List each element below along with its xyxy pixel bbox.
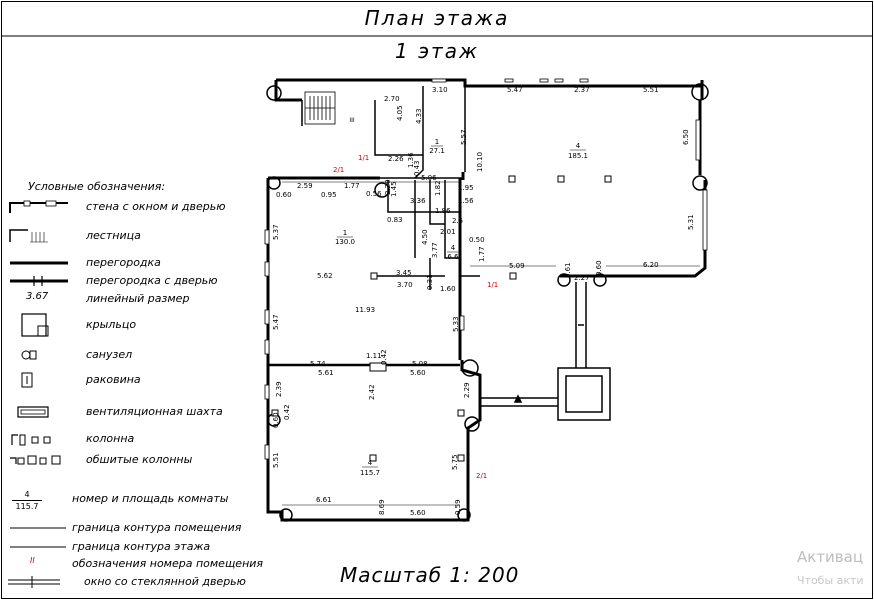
- legend-item: [0, 372, 270, 388]
- columns: [272, 176, 611, 461]
- legend-label: обозначения номера помещения: [72, 557, 264, 570]
- legend-item: [0, 273, 270, 289]
- svg-text:0.59: 0.59: [454, 499, 462, 515]
- vent-shaft-icon: [8, 404, 70, 420]
- legend-item: [0, 490, 270, 514]
- svg-text:1.45: 1.45: [390, 181, 398, 197]
- svg-text:5.37: 5.37: [272, 224, 280, 240]
- scale-label: Масштаб 1: 200: [340, 563, 520, 587]
- svg-text:130.0: 130.0: [334, 238, 356, 246]
- svg-text:0.42: 0.42: [283, 404, 291, 420]
- svg-text:1.95: 1.95: [458, 184, 474, 192]
- svg-text:10.10: 10.10: [476, 151, 484, 172]
- svg-text:1/1: 1/1: [487, 281, 499, 289]
- svg-text:0.95: 0.95: [321, 191, 337, 199]
- svg-text:6.20: 6.20: [643, 261, 659, 269]
- room-mark-icon: II: [30, 556, 35, 565]
- legend-title: Условные обозначения:: [28, 180, 166, 193]
- svg-text:5.47: 5.47: [507, 86, 523, 94]
- legend-label: граница контура помещения: [72, 521, 242, 534]
- svg-text:2.37: 2.37: [574, 86, 590, 94]
- svg-text:III: III: [349, 117, 355, 124]
- svg-text:0.61: 0.61: [564, 262, 572, 278]
- svg-text:1: 1: [434, 138, 440, 146]
- svg-text:6.61: 6.61: [316, 496, 332, 504]
- svg-text:5.31: 5.31: [687, 214, 695, 230]
- legend-item: [0, 452, 270, 468]
- legend-label: колонна: [86, 432, 135, 445]
- legend-item: [0, 255, 270, 271]
- svg-text:2.26: 2.26: [388, 155, 404, 163]
- partition-door-icon: [8, 273, 70, 289]
- legend-label: номер и площадь комнаты: [72, 492, 229, 505]
- svg-text:3.45: 3.45: [396, 269, 412, 277]
- svg-text:5.33: 5.33: [452, 316, 460, 332]
- svg-text:5.06: 5.06: [421, 174, 437, 182]
- svg-text:3.10: 3.10: [432, 86, 448, 94]
- outer-walls: [268, 80, 705, 520]
- svg-text:5.61: 5.61: [318, 369, 334, 377]
- svg-text:1: 1: [342, 229, 348, 237]
- svg-text:5.08: 5.08: [412, 360, 428, 368]
- svg-text:1/1: 1/1: [358, 154, 370, 162]
- dimension-icon: 3.67: [26, 291, 49, 302]
- legend-label: раковина: [86, 373, 141, 386]
- svg-text:1.82: 1.82: [434, 180, 442, 196]
- svg-text:3.77: 3.77: [431, 242, 439, 258]
- wall-window-door-icon: [8, 199, 70, 215]
- windows-activation-subtext: Чтобы акти: [797, 574, 864, 587]
- corner-bays: [267, 84, 708, 521]
- svg-text:4.05: 4.05: [396, 105, 404, 121]
- dimension-labels: [272, 86, 695, 517]
- svg-text:5.60: 5.60: [410, 509, 426, 517]
- svg-text:27.1: 27.1: [429, 147, 445, 155]
- glass-door-window-icon: [4, 574, 66, 590]
- legend-label: перегородка с дверью: [86, 274, 218, 287]
- legend-item: [0, 431, 270, 447]
- svg-text:2/1: 2/1: [333, 166, 345, 174]
- svg-text:2.70: 2.70: [384, 95, 400, 103]
- svg-text:5.62: 5.62: [317, 272, 333, 280]
- bathroom-icon: [8, 347, 70, 363]
- floor-subtitle: 1 этаж: [395, 39, 479, 63]
- legend-label: крыльцо: [86, 318, 137, 331]
- legend-label: стена с окном и дверью: [86, 200, 226, 213]
- svg-text:1.77: 1.77: [478, 246, 486, 262]
- svg-text:2.29: 2.29: [463, 382, 471, 398]
- svg-text:2.42: 2.42: [368, 384, 376, 400]
- legend-label: обшитые колонны: [86, 453, 193, 466]
- legend-item: [0, 556, 290, 572]
- porch: [480, 282, 610, 420]
- svg-text:0.50: 0.50: [469, 236, 485, 244]
- svg-text:2.5: 2.5: [452, 217, 464, 225]
- svg-text:2.59: 2.59: [297, 182, 313, 190]
- svg-text:4: 4: [367, 459, 373, 467]
- svg-text:0.43: 0.43: [413, 160, 421, 176]
- room-boundary-icon: [8, 520, 70, 536]
- sink-icon: [8, 372, 70, 388]
- svg-text:115.7: 115.7: [359, 469, 381, 477]
- svg-text:5.09: 5.09: [509, 262, 525, 270]
- svg-text:2.39: 2.39: [275, 381, 283, 397]
- legend-item: [0, 574, 290, 590]
- svg-text:0.83: 0.83: [387, 216, 403, 224]
- legend-item: [0, 228, 270, 244]
- svg-text:5.60: 5.60: [410, 369, 426, 377]
- svg-text:0.60: 0.60: [272, 412, 280, 428]
- svg-text:5.57: 5.57: [460, 129, 468, 145]
- svg-text:5.51: 5.51: [272, 452, 280, 468]
- svg-text:1.56: 1.56: [458, 197, 474, 205]
- windows-activation-watermark: Активац: [797, 548, 864, 566]
- svg-text:0.42: 0.42: [380, 349, 388, 365]
- inner-walls: [268, 86, 480, 365]
- legend-item: [0, 520, 270, 536]
- svg-text:11.93: 11.93: [355, 306, 376, 314]
- svg-text:3.70: 3.70: [397, 281, 413, 289]
- room-number-icon: 4 115.7: [12, 490, 42, 514]
- clad-column-icon: [8, 452, 70, 468]
- svg-text:1.77: 1.77: [344, 182, 360, 190]
- legend-label: линейный размер: [86, 292, 190, 305]
- legend-label: вентиляционная шахта: [86, 405, 223, 418]
- svg-text:4.50: 4.50: [421, 229, 429, 245]
- legend-label: граница контура этажа: [72, 540, 211, 553]
- legend-item: [0, 312, 270, 338]
- legend-item: [0, 539, 270, 555]
- svg-text:2.01: 2.01: [440, 228, 456, 236]
- svg-text:2.20: 2.20: [384, 179, 392, 195]
- svg-text:0.56: 0.56: [366, 190, 382, 198]
- svg-text:3.36: 3.36: [410, 197, 426, 205]
- svg-text:5.51: 5.51: [643, 86, 659, 94]
- legend-item: [0, 291, 270, 307]
- svg-text:1.11: 1.11: [366, 352, 382, 360]
- svg-text:185.1: 185.1: [567, 152, 589, 160]
- floor-boundary-icon: [8, 539, 70, 555]
- svg-text:0.60: 0.60: [276, 191, 292, 199]
- column-icon: [8, 431, 70, 447]
- legend-item: [0, 404, 270, 420]
- legend-item: [0, 347, 270, 363]
- legend-label: санузел: [86, 348, 133, 361]
- partition-icon: [8, 255, 70, 271]
- svg-text:0.60: 0.60: [595, 260, 603, 276]
- svg-text:4: 4: [575, 142, 581, 150]
- svg-text:1.86: 1.86: [435, 207, 451, 215]
- porch-icon: [8, 312, 70, 338]
- stairs: [305, 92, 335, 124]
- svg-text:4: 4: [450, 244, 456, 252]
- stairs-icon: [8, 228, 70, 244]
- svg-text:2.27: 2.27: [574, 274, 590, 282]
- svg-text:2/1: 2/1: [476, 472, 488, 480]
- svg-text:1.60: 1.60: [440, 285, 456, 293]
- svg-text:5.74: 5.74: [310, 360, 326, 368]
- svg-text:8.69: 8.69: [378, 499, 386, 515]
- svg-text:1.36: 1.36: [407, 152, 415, 168]
- legend-label: перегородка: [86, 256, 161, 269]
- legend-item: [0, 199, 270, 215]
- svg-text:5.47: 5.47: [272, 314, 280, 330]
- windows: [265, 79, 707, 459]
- svg-text:5.75: 5.75: [451, 454, 459, 470]
- svg-text:0.31: 0.31: [426, 274, 434, 290]
- sheet-title: План этажа: [364, 6, 510, 30]
- svg-text:6.6: 6.6: [447, 253, 459, 261]
- legend-label: лестница: [86, 229, 141, 242]
- legend-label: окно со стеклянной дверью: [84, 575, 246, 588]
- svg-text:6.50: 6.50: [682, 129, 690, 145]
- svg-text:4.33: 4.33: [415, 108, 423, 124]
